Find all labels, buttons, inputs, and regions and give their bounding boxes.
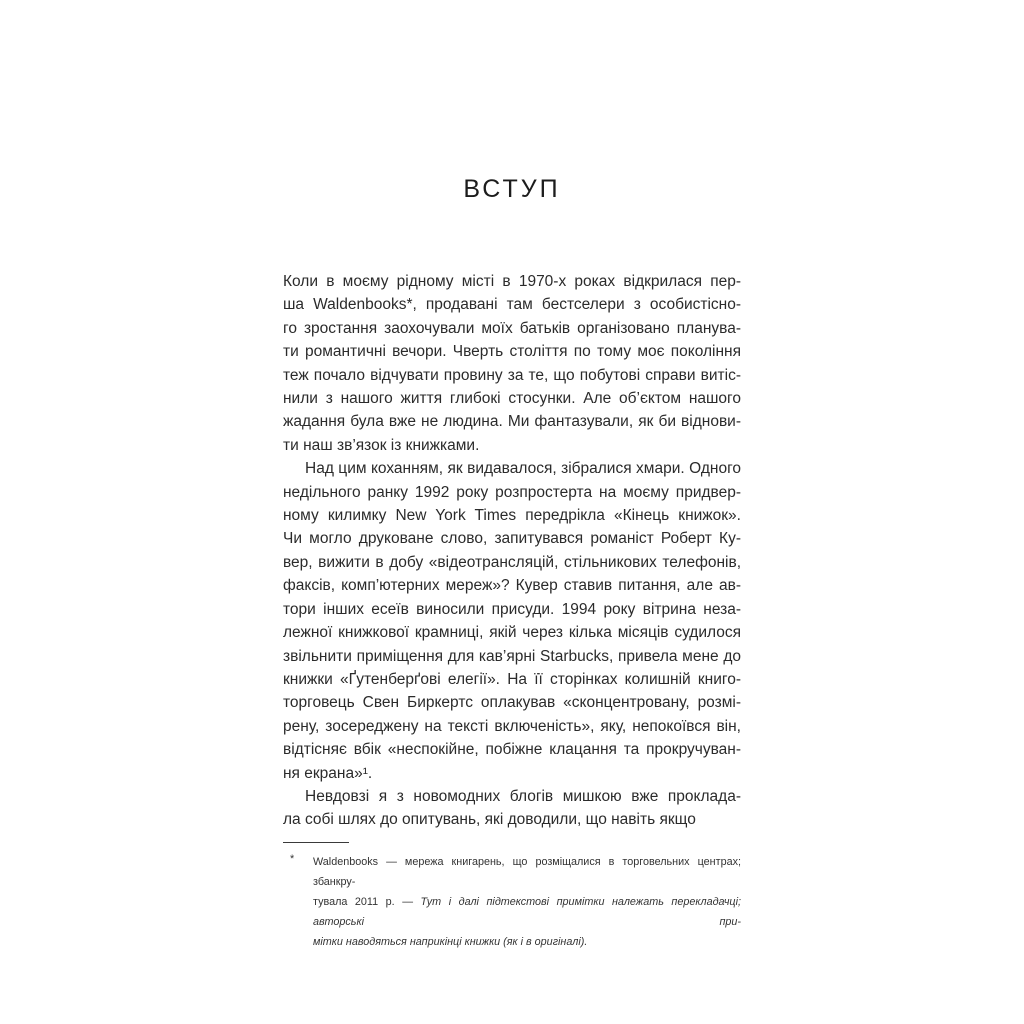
text-line: ти наш зв’язок із книжками. bbox=[283, 436, 480, 454]
text-line: Коли в моєму рідному місті в 1970-х роках відкрилася пер- bbox=[283, 273, 741, 290]
footnote-text-italic: мітки наводяться наприкінці книжки (як і в оригіналі). bbox=[313, 936, 588, 948]
chapter-title: ВСТУП bbox=[463, 175, 561, 203]
footnote-text: Waldenbooks — мережа книгарень, що розміщалися в торговельних центрах; збанкру- bbox=[313, 856, 741, 888]
text-line: ти романтичні вечори. Чверть століття по тому моє покоління bbox=[283, 343, 741, 361]
text-line: вер, вижити в добу «відеотрансляцій, стільникових телефонів, bbox=[283, 553, 741, 571]
text-line: книжки «Ґутенберґові елегії». На її сторінках колишній книго- bbox=[283, 670, 741, 688]
text-line: жадання була вже не людина. Ми фантазували, як би віднови- bbox=[283, 413, 741, 431]
footnote-text-italic: Тут і далі підтекстові примітки належать перекладачці; авторські при- bbox=[313, 896, 741, 928]
text-line: факсів, комп’ютерних мереж»? Кувер ставив питання, але ав- bbox=[283, 577, 741, 595]
text-line: тори інших есеїв виносили присуди. 1994 року вітрина неза- bbox=[283, 600, 741, 618]
text-line: го зростання заохочували моїх батьків організовано планува- bbox=[283, 319, 741, 337]
text-line: ному килимку New York Times передрікла «Кінець книжок». bbox=[283, 507, 741, 525]
text-line: ня екрана»¹. bbox=[283, 764, 373, 782]
text-line: рену, зосереджену на тексті включеність», яку, непокоївся він, bbox=[283, 717, 741, 735]
text-line: торговець Свен Биркертс оплакував «сконцентровану, розмі- bbox=[283, 694, 741, 712]
text-line: ла собі шлях до опитувань, які доводили, що навіть якщо bbox=[283, 811, 696, 829]
text-line: Над цим коханням, як видавалося, зібралися хмари. Одного bbox=[305, 460, 741, 478]
footnote-line bbox=[313, 932, 741, 952]
text-line: лежної книжкової крамниці, якій через кілька місяців судилося bbox=[283, 624, 741, 642]
text-line: звільнити приміщення для кав’ярні Starbucks, привела мене до bbox=[283, 647, 741, 665]
footnote-marker: * bbox=[290, 853, 295, 865]
footnote-text: тувала 2011 р. — bbox=[313, 896, 421, 908]
text-line: відтісняє вбік «неспокійне, побіжне клацання та прокручуван- bbox=[283, 741, 741, 759]
text-line: Невдовзі я з новомодних блогів мишкою вже проклада- bbox=[305, 787, 741, 805]
footnote bbox=[283, 842, 741, 952]
footnote-lines bbox=[283, 852, 741, 952]
footnote-line bbox=[313, 852, 741, 892]
text-line: недільного ранку 1992 року розпростерта на моєму придвер- bbox=[283, 483, 741, 501]
text-line: Чи могло друковане слово, запитувався романіст Роберт Ку- bbox=[283, 530, 741, 548]
text-line: нили з нашого життя глибокі стосунки. Але об’єктом нашого bbox=[283, 390, 741, 408]
body-text bbox=[283, 270, 741, 832]
text-line: теж почало відчувати провину за те, що побутові справи витіс- bbox=[283, 366, 741, 384]
footnote-separator bbox=[283, 842, 349, 843]
text-line: ша Waldenbooks*, продавані там бестселери з особистісно- bbox=[283, 296, 741, 314]
footnote-line bbox=[313, 892, 741, 932]
